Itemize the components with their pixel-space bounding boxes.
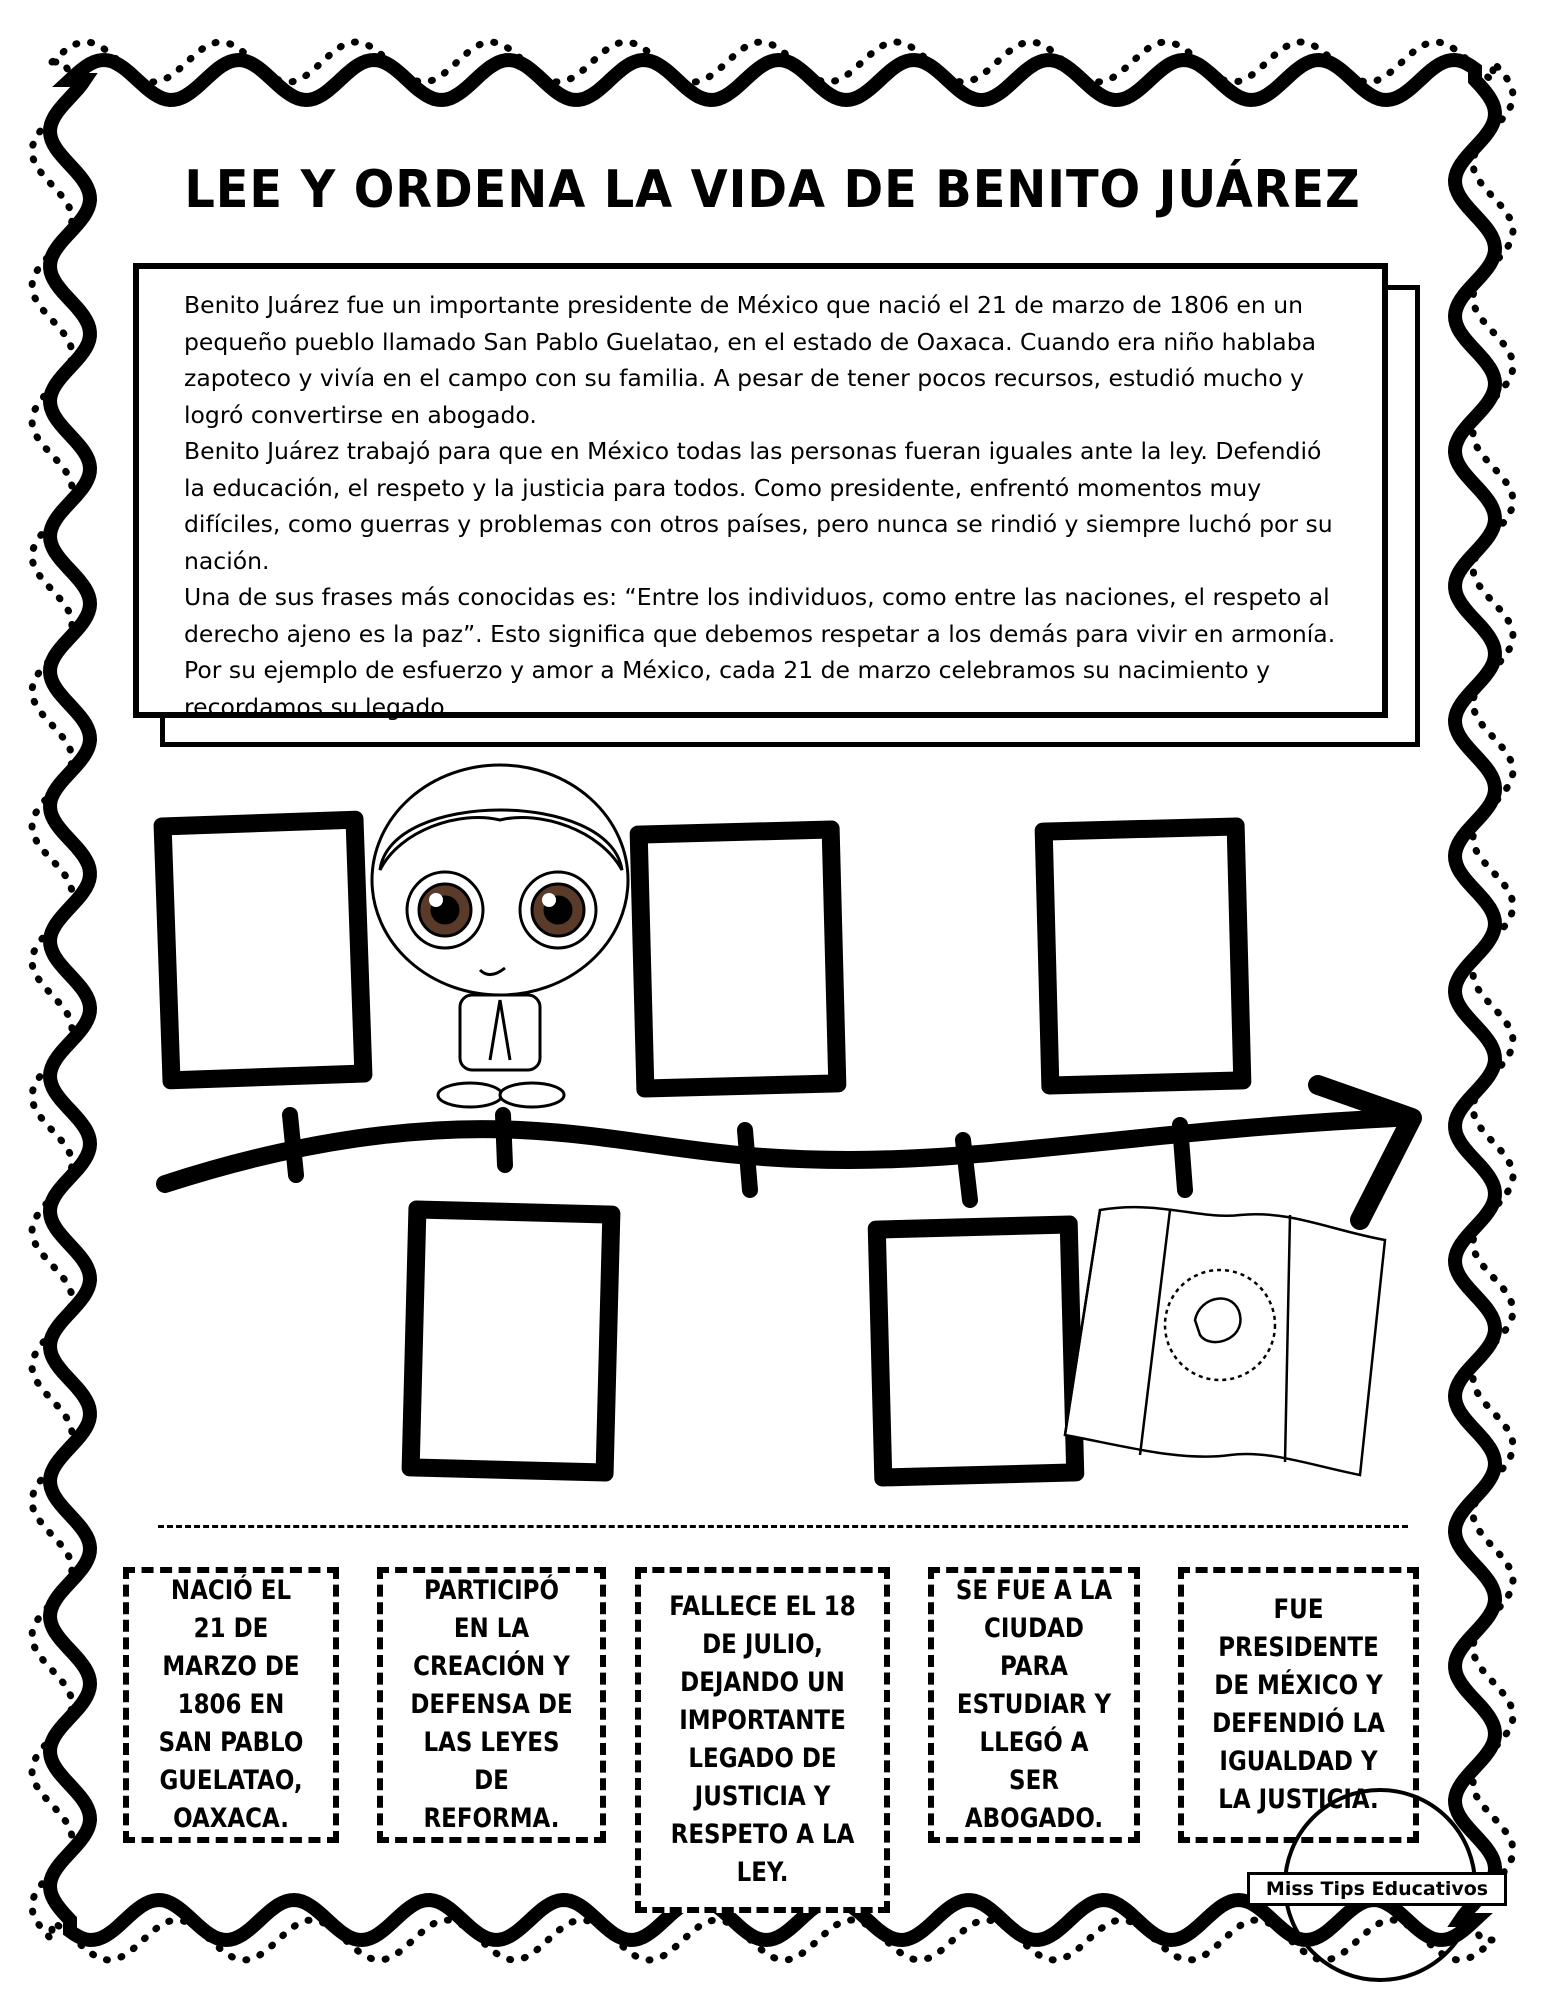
answer-frame-1[interactable] [153,810,372,1089]
brand-logo: Miss Tips Educativos [1247,1872,1507,1906]
event-card-text: SE FUE A LA CIUDAD PARA ESTUDIAR Y LLEGÓ A SER ABOGADO. [955,1575,1113,1834]
answer-frame-2[interactable] [629,820,846,1097]
timeline-tick [745,1130,750,1190]
answer-frame-3[interactable] [1034,817,1251,1094]
reading-paragraph: Benito Juárez fue un importante presidente de México que nació el 21 de marzo de 1806 en un pequeño pueblo llamado San Pablo Guelatao, en el estado de Oaxaca. Cuando era niño hablaba zapoteco y vivía en el campo con su familia. A pesar de tener pocos recursos, estudió mucho y logró convertirse en abogado. [184,291,1317,429]
timeline-tick [290,1115,296,1175]
timeline-tick [503,1115,505,1165]
event-card-text: FALLECE EL 18 DE JULIO, DEJANDO UN IMPORTANTE LEGADO DE JUSTICIA Y RESPETO A LA LEY. [669,1591,856,1888]
event-card-3[interactable] [635,1567,890,1913]
cut-line [158,1525,1408,1528]
benito-juarez-illustration [360,760,640,1120]
reading-paragraph: Benito Juárez trabajó para que en México todas las personas fueran iguales ante la ley. Defendió la educación, el respeto y la justicia para todos. Como presidente, enfrentó momentos muy difíciles, como guerras y problemas con otros países, pero nunca se rindió y siempre luchó por su nación. [184,437,1333,575]
event-card-4[interactable] [928,1567,1140,1843]
reading-paragraph: Una de sus frases más conocidas es: “Entre los individuos, como entre las naciones, el respeto al derecho ajeno es la paz”. Esto significa que debemos respetar a los demás para vivir en armonía. Por su ejemplo de esfuerzo y amor a México, cada 21 de marzo celebramos su nacimiento y recordamos su legado. [184,583,1336,721]
event-card-text: PARTICIPÓ EN LA CREACIÓN Y DEFENSA DE LAS LEYES DE REFORMA. [410,1575,573,1834]
event-card-text: FUE PRESIDENTE DE MÉXICO Y DEFENDIÓ LA IGUALDAD Y LA JUSTICIA. [1212,1594,1385,1815]
event-card-1[interactable] [123,1567,339,1843]
mexico-flag-illustration [1060,1200,1390,1485]
page-title: LEE Y ORDENA LA VIDA DE BENITO JUÁREZ [184,160,1361,220]
answer-frame-4[interactable] [401,1200,620,1481]
event-card-text: NACIÓ EL 21 DE MARZO DE 1806 EN SAN PABLO GUELATAO, OAXACA. [158,1575,304,1834]
timeline-tick [963,1140,970,1200]
event-card-2[interactable] [377,1567,606,1843]
answer-frame-5[interactable] [868,1215,1085,1486]
timeline-tick [1180,1125,1185,1190]
